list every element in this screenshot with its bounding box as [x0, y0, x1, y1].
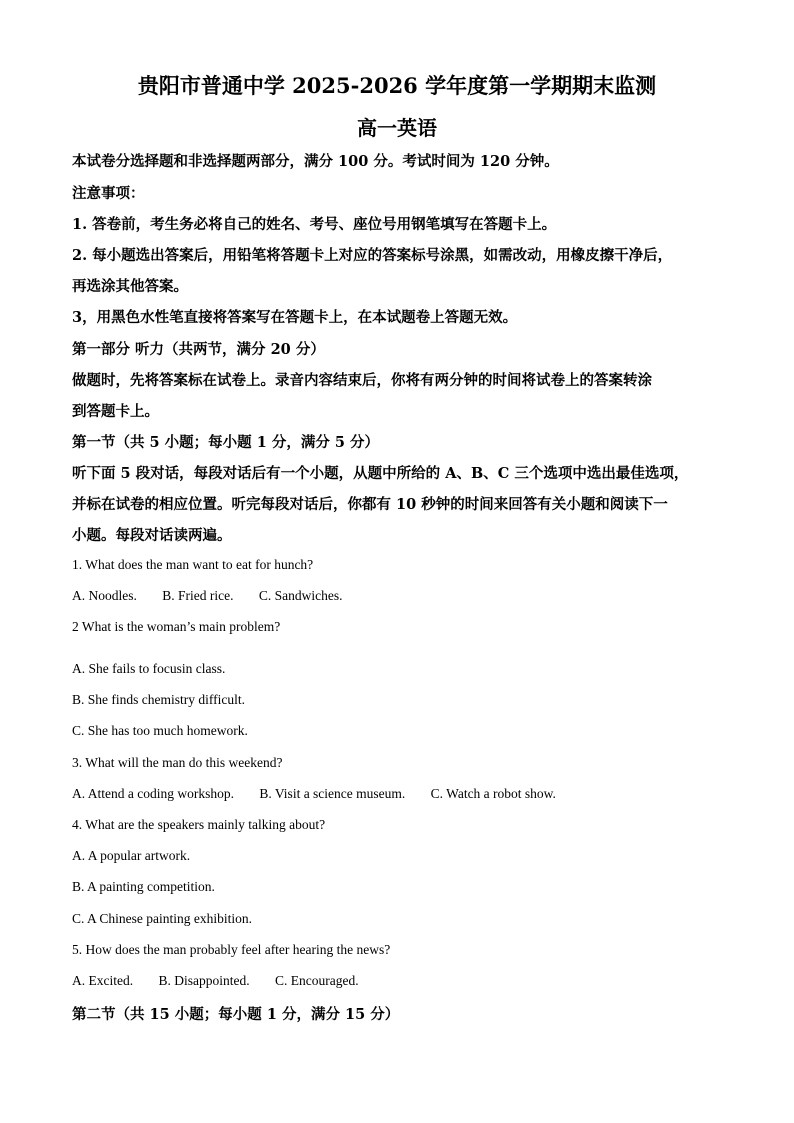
option-c: C. Encouraged. — [274, 973, 359, 988]
question-stem: 2 What is the woman’s main problem? — [72, 619, 281, 634]
option-a: A. Excited. — [72, 973, 134, 988]
question-stem: 3. What will the man do this weekend? — [72, 755, 283, 770]
option-b: B. Fried rice. — [162, 588, 234, 603]
exam-intro: 本试卷分选择题和非选择题两部分，满分 100 分。考试时间为 120 分钟。 — [72, 153, 559, 170]
question-stem: 4. What are the speakers mainly talking about? — [72, 817, 326, 832]
option-c: C. She has too much homework. — [72, 723, 248, 738]
section1-instructions: 并标在试卷的相应位置。听完每段对话后，你都有 10 秒钟的时间来回答有关小题和阅读下一 — [72, 496, 668, 513]
section1-heading: 第一节（共 5 小题；每小题 1 分，满分 5 分） — [72, 434, 380, 451]
exam-subject: 高一英语 — [357, 116, 437, 140]
question-options — [72, 786, 556, 802]
option-a: A. Attend a coding workshop. — [72, 786, 234, 801]
section2-heading: 第二节（共 15 小题；每小题 1 分，满分 15 分） — [72, 1006, 400, 1023]
option-c: C. A Chinese painting exhibition. — [72, 911, 252, 926]
section1-instructions: 听下面 5 段对话，每段对话后有一个小题，从题中所给的 A、B、C 三个选项中选出最佳选项， — [72, 465, 689, 482]
note-item: 再选涂其他答案。 — [72, 278, 188, 295]
option-b: B. Visit a science museum. — [259, 786, 406, 801]
part1-heading: 第一部分 听力（共两节，满分 20 分） — [72, 341, 325, 358]
question-stem: 5. How does the man probably feel after hearing the news? — [72, 942, 391, 957]
option-a: A. A popular artwork. — [72, 848, 191, 863]
option-a: A. She fails to focusin class. — [72, 661, 226, 676]
exam-title: 贵阳市普通中学 2025-2026 学年度第一学期期末监测 — [137, 73, 657, 98]
note-item: 3，用黑色水性笔直接将答案写在答题卡上，在本试题卷上答题无效。 — [72, 309, 518, 326]
option-a: A. Noodles. — [72, 588, 137, 603]
question-options — [72, 973, 359, 989]
note-item: 2. 每小题选出答案后，用铅笔将答题卡上对应的答案标号涂黑，如需改动，用橡皮擦干净后， — [72, 247, 673, 264]
option-b: B. She finds chemistry difficult. — [72, 692, 245, 707]
section1-instructions: 小题。每段对话读两遍。 — [72, 527, 232, 544]
question-options — [72, 588, 342, 604]
notes-heading: 注意事项： — [72, 185, 145, 202]
option-b: B. Disappointed. — [158, 973, 250, 988]
note-item: 1. 答卷前，考生务必将自己的姓名、考号、座位号用钢笔填写在答题卡上。 — [72, 216, 557, 233]
option-b: B. A painting competition. — [72, 879, 215, 894]
option-c: C. Sandwiches. — [258, 588, 343, 603]
part1-instructions: 做题时，先将答案标在试卷上。录音内容结束后，你将有两分钟的时间将试卷上的答案转涂 — [72, 372, 652, 389]
part1-instructions: 到答题卡上。 — [72, 403, 159, 420]
question-stem: 1. What does the man want to eat for hunch? — [72, 557, 314, 572]
option-c: C. Watch a robot show. — [430, 786, 556, 801]
